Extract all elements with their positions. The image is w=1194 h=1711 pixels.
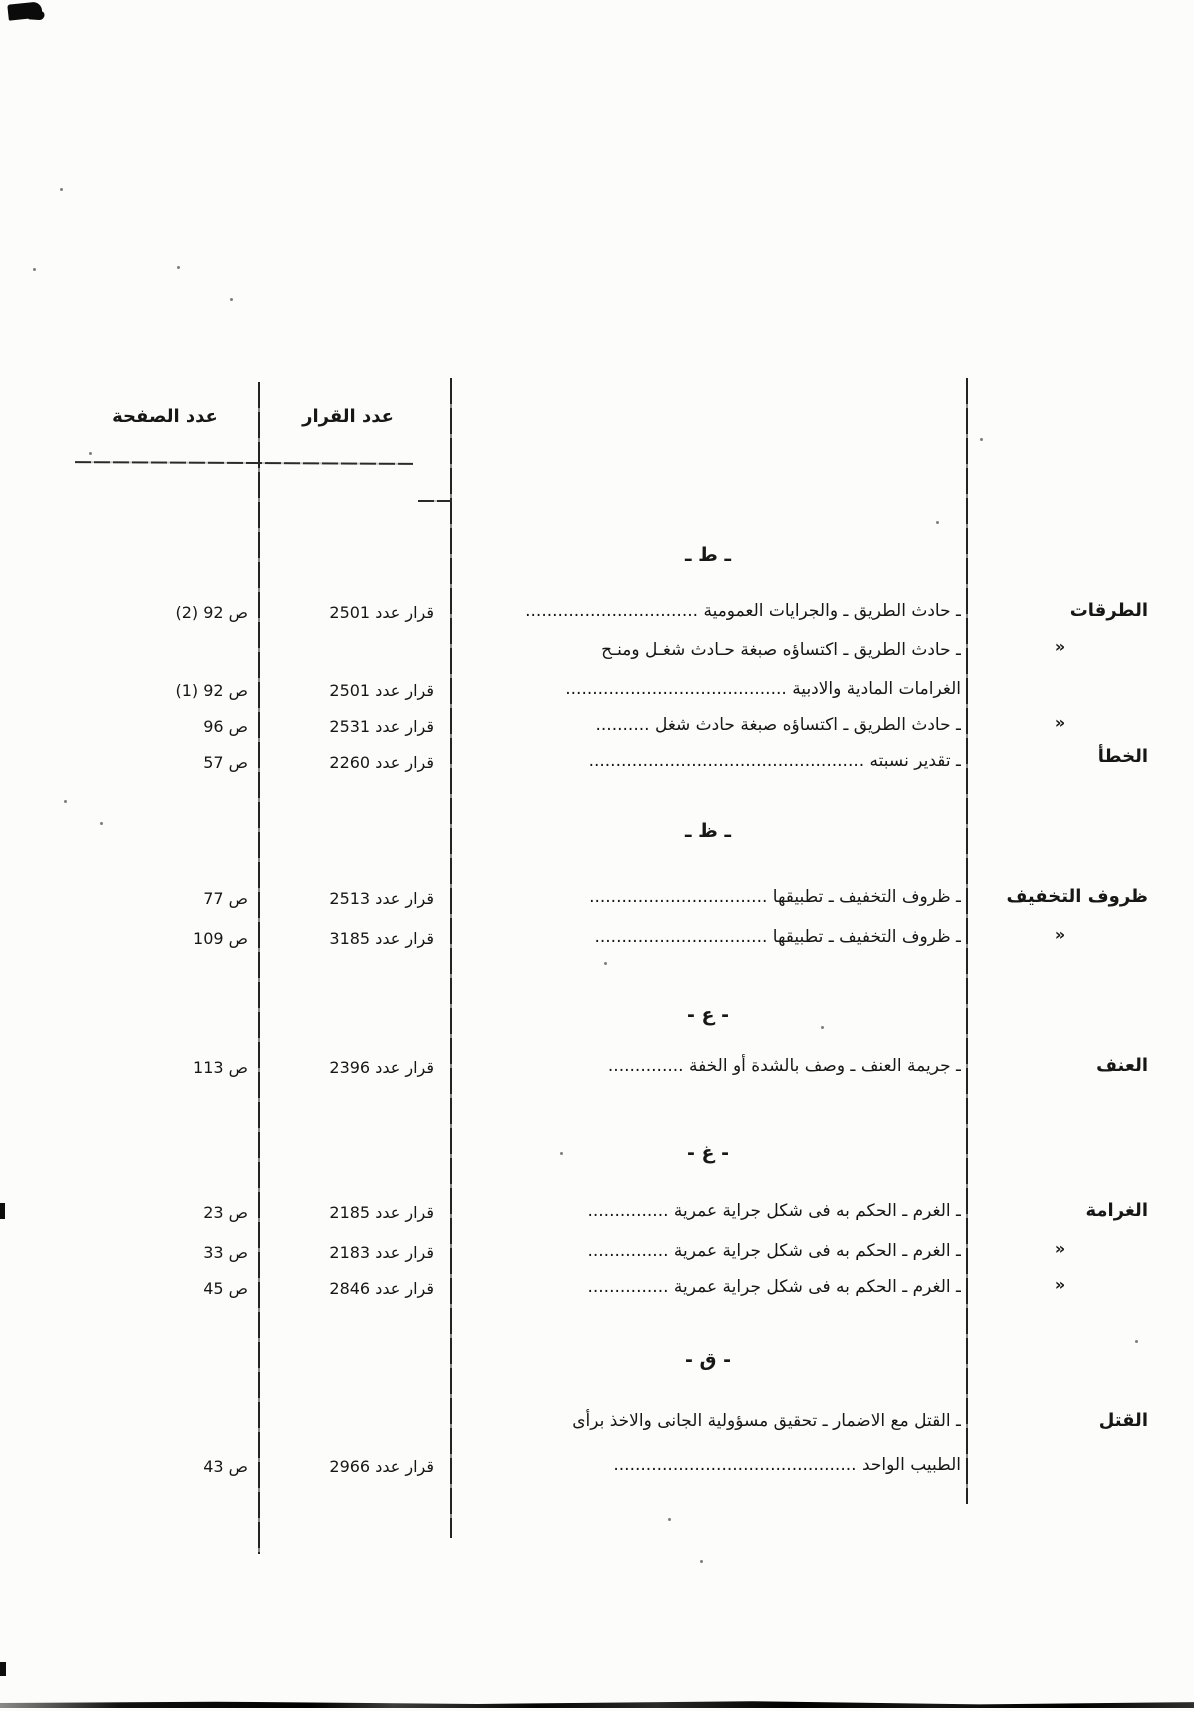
entry-page-number: ص 57 — [203, 753, 248, 772]
ink-speck — [64, 800, 67, 803]
ink-speck — [936, 521, 939, 524]
entry-decision-number: قرار عدد 2260 — [329, 753, 434, 772]
ink-blot — [7, 1, 42, 20]
entry-page-number: ص 33 — [203, 1243, 248, 1262]
entry-text: ـ الغرم ـ الحكم به فى شكل جراية عمرية ............... — [587, 1201, 961, 1221]
ink-speck — [89, 452, 92, 455]
entry-page-number: ص 92 ‏(1) — [175, 681, 248, 700]
entry-page-number: ص 92 ‏(2) — [175, 603, 248, 622]
ink-speck — [668, 1518, 671, 1521]
entry-decision-number: قرار عدد 2966 — [329, 1457, 434, 1476]
entry-text: ـ حادث الطريق ـ والجرايات العمومية ................................ — [525, 601, 961, 621]
column-header-decision-number: عدد القرار — [302, 406, 394, 427]
entry-keyword: الغرامة — [1085, 1200, 1148, 1221]
entry-text-continuation: الطبيب الواحد ............................................. — [613, 1455, 961, 1475]
entry-decision-number: قرار عدد 2501 — [329, 603, 434, 622]
entry-decision-number: قرار عدد 3185 — [329, 929, 434, 948]
rule-vertical-keyword-col — [966, 378, 968, 1504]
entry-text: ـ الغرم ـ الحكم به فى شكل جراية عمرية ............... — [587, 1241, 961, 1261]
entry-keyword: الخطأ — [1097, 746, 1148, 767]
ink-speck — [60, 188, 63, 191]
entry-decision-number: قرار عدد 2846 — [329, 1279, 434, 1298]
entry-text: ـ ظروف التخفيف ـ تطبيقها ................................. — [589, 887, 961, 907]
entry-decision-number: قرار عدد 2185 — [329, 1203, 434, 1222]
entry-decision-number: قرار عدد 2501 — [329, 681, 434, 700]
entry-keyword: الطرقات — [1069, 600, 1148, 621]
section-letter: - غ - — [687, 1142, 729, 1164]
ink-speck — [230, 298, 233, 301]
entry-decision-number: قرار عدد 2531 — [329, 717, 434, 736]
entry-text: ـ تقدير نسبته ................................................... — [588, 751, 961, 771]
rule-header-underline — [75, 461, 413, 465]
entry-keyword-ditto: « — [1054, 1239, 1066, 1258]
ink-speck — [700, 1560, 703, 1563]
entry-text: ـ ظروف التخفيف ـ تطبيقها ................................ — [594, 927, 961, 947]
ink-speck — [980, 438, 983, 441]
entry-page-number: ص 109 — [193, 929, 248, 948]
ink-speck — [1135, 1340, 1138, 1343]
entry-keyword-ditto: « — [1054, 713, 1066, 732]
ink-speck — [604, 962, 607, 965]
entry-decision-number: قرار عدد 2183 — [329, 1243, 434, 1262]
entry-text: ـ حادث الطريق ـ اكتساؤه صبغة حـادث شغـل ومنـح — [601, 640, 961, 660]
scan-edge-bar — [0, 1699, 1194, 1708]
entry-keyword: ظروف التخفيف — [1006, 886, 1148, 907]
entry-keyword-ditto: « — [1054, 637, 1066, 656]
entry-keyword: القتل — [1098, 1410, 1148, 1431]
entry-page-number: ص 45 — [203, 1279, 248, 1298]
section-letter: ـ ظ ـ — [685, 820, 731, 842]
entry-page-number: ص 23 — [203, 1203, 248, 1222]
entry-keyword: العنف — [1096, 1055, 1148, 1076]
rule-vertical-decision-col — [450, 378, 452, 1538]
entry-page-number: ص 113 — [193, 1058, 248, 1077]
entry-decision-number: قرار عدد 2396 — [329, 1058, 434, 1077]
entry-text-continuation: الغرامات المادية والادبية ......................................... — [565, 679, 961, 699]
entry-text: ـ الغرم ـ الحكم به فى شكل جراية عمرية ............... — [587, 1277, 961, 1297]
entry-page-number: ص 43 — [203, 1457, 248, 1476]
edge-mark — [0, 1662, 6, 1676]
edge-mark — [0, 1203, 5, 1219]
section-letter: - ق - — [685, 1349, 731, 1371]
entry-page-number: ص 96 — [203, 717, 248, 736]
entry-keyword-ditto: « — [1054, 1275, 1066, 1294]
entry-keyword-ditto: « — [1054, 925, 1066, 944]
ink-speck — [100, 822, 103, 825]
entry-page-number: ص 77 — [203, 889, 248, 908]
entry-text: ـ حادث الطريق ـ اكتساؤه صبغة حادث شغل .......... — [595, 715, 961, 735]
entry-text: ـ جريمة العنف ـ وصف بالشدة أو الخفة .............. — [607, 1056, 961, 1076]
rule-header-underline-fragment — [418, 500, 452, 502]
entry-decision-number: قرار عدد 2513 — [329, 889, 434, 908]
section-letter: - ع - — [687, 1004, 729, 1026]
column-header-page-number: عدد الصفحة — [112, 406, 218, 427]
entry-text: ـ القتل مع الاضمار ـ تحقيق مسؤولية الجانى والاخذ برأى — [572, 1411, 961, 1431]
ink-speck — [177, 266, 180, 269]
ink-speck — [33, 268, 36, 271]
rule-vertical-page-col — [258, 382, 260, 1554]
section-letter: ـ ط ـ — [685, 544, 731, 566]
